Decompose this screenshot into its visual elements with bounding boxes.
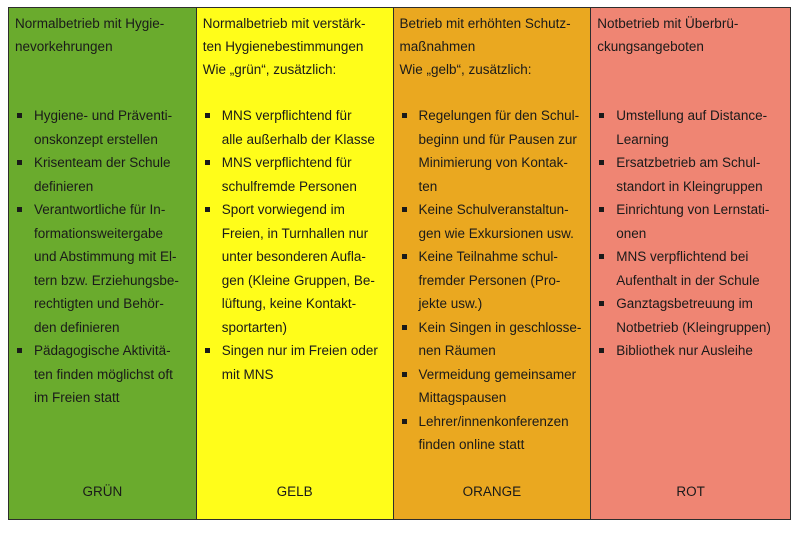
list-item: Singen nur im Freien oder mit MNS	[203, 339, 387, 386]
list-item: MNS verpflichtend für alle außerhalb der Klasse	[203, 104, 387, 151]
column-orange	[394, 8, 592, 519]
column-gelb	[197, 8, 394, 519]
list-item: Vermeidung gemeinsamer Mittagspausen	[400, 363, 585, 410]
column-gruen	[9, 8, 197, 519]
list-item: Keine Schulveranstaltun- gen wie Exkursionen usw.	[400, 198, 585, 245]
list-item: Pädagogische Aktivitä- ten finden möglichst oft im Freien statt	[15, 339, 190, 410]
column-footer: GELB	[276, 484, 313, 499]
column-header: Betrieb mit erhöhten Schutz- maßnahmen Wie „gelb“, zusätzlich:	[399, 16, 571, 77]
list-item: Lehrer/innenkonferenzen finden online statt	[400, 410, 585, 457]
column-footer: ROT	[676, 484, 705, 499]
column-header: Normalbetrieb mit Hygie- nevorkehrungen	[15, 16, 165, 54]
list-item: MNS verpflichtend bei Aufenthalt in der Schule	[597, 245, 784, 292]
list-item: Kein Singen in geschlosse- nen Räumen	[400, 316, 585, 363]
column-footer: ORANGE	[462, 484, 522, 499]
list-item: Keine Teilnahme schul- fremder Personen (Pro- jekte usw.)	[400, 245, 585, 316]
list-item: MNS verpflichtend für schulfremde Personen	[203, 151, 387, 198]
list-item: Umstellung auf Distance- Learning	[597, 104, 784, 151]
measure-list	[400, 104, 585, 457]
list-item: Krisenteam der Schule definieren	[15, 151, 190, 198]
column-header: Normalbetrieb mit verstärk- ten Hygienebestimmungen Wie „grün“, zusätzlich:	[202, 16, 366, 77]
list-item: Hygiene- und Präventi- onskonzept erstellen	[15, 104, 190, 151]
list-item: Regelungen für den Schul- beginn und für Pausen zur Minimierung von Kontak- ten	[400, 104, 585, 198]
ampel-table	[8, 7, 791, 520]
measure-list	[597, 104, 784, 363]
list-item: Ersatzbetrieb am Schul- standort in Kleingruppen	[597, 151, 784, 198]
measure-list	[203, 104, 387, 386]
list-item: Bibliothek nur Ausleihe	[597, 339, 784, 363]
measure-list	[15, 104, 190, 410]
list-item: Sport vorwiegend im Freien, in Turnhallen nur unter besonderen Aufla- gen (Kleine Gruppen, Be- lüftung, keine Kontakt- sportarten)	[203, 198, 387, 339]
list-item: Ganztagsbetreuung im Notbetrieb (Kleingruppen)	[597, 292, 784, 339]
list-item: Verantwortliche für In- formationsweitergabe und Abstimmung mit El- tern bzw. Erziehungsbe- rechtigten und Behör- den definieren	[15, 198, 190, 339]
column-rot	[591, 8, 791, 519]
list-item: Einrichtung von Lernstati- onen	[597, 198, 784, 245]
column-header: Notbetrieb mit Überbrü- ckungsangeboten	[597, 16, 739, 54]
column-footer: GRÜN	[82, 484, 123, 499]
